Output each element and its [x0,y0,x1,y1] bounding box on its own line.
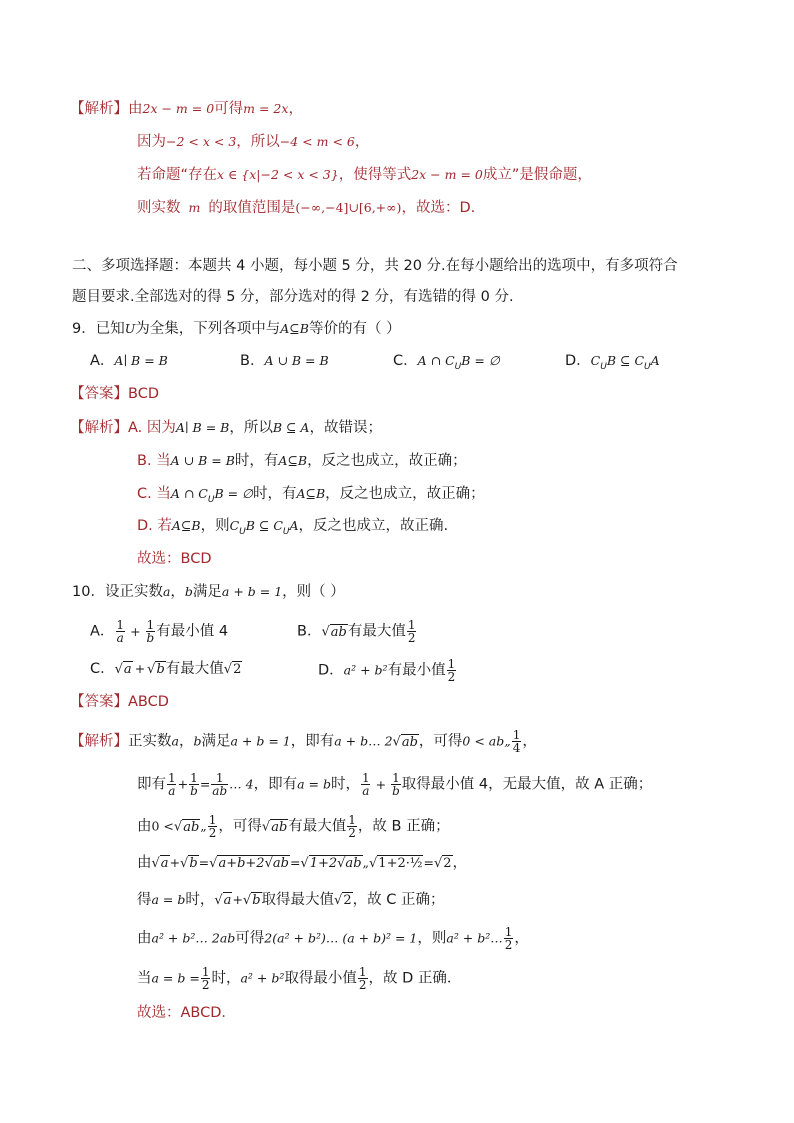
question-10-solution-line-3: 由0 <√ab„ $\frac{1}{2}$ ，可得√ab有最大值 $\frac{1}{2}$ ，故 B 正确； [137,813,450,840]
prev-solution-line-1: 【解析】由2x − m = 0可得m = 2x， [70,101,303,117]
question-10-solution-line-5: 得a = b时，√a+√b取得最大值√2，故 C 正确； [137,892,445,908]
solution-tag: 【解析】 [70,101,128,117]
section-heading-line-1: 二、多项选择题：本题共 4 小题，每小题 5 分，共 20 分.在每小题给出的选项中，有多项符合 [72,258,678,274]
question-10-solution-line-1: 【解析】正实数a，b满足a + b = 1，即有a + b… 2√ab，可得0 < ab„ $\frac{1}{4}$ ， [70,728,537,755]
question-10-option-a: A． $\frac{1}{a}$ + $\frac{1}{b}$ 有最小值 4 [90,618,229,645]
question-9-option-a: A．A∣ B = B [90,353,168,369]
question-10-option-b: B．√ab有最大值 $\frac{1}{2}$ [297,618,416,645]
question-10-stem: 10．设正实数a，b满足a + b = 1，则（ ） [72,584,345,600]
question-9-stem: 9．已知U为全集，下列各项中与A⊆B等价的有（ ） [72,321,401,337]
question-9-solution-b: B. 当A ∪ B = B时，有A⊆B，反之也成立，故正确； [137,453,467,469]
question-9-final: 故选：BCD [137,551,212,567]
prev-solution-line-2: 因为−2 < x < 3，所以−4 < m < 6， [137,134,370,150]
question-9-solution-d: D. 若A⊆B，则$C_UB$ ⊆ $C_UA$，反之也成立，故正确. [137,518,449,537]
question-9-option-d: D．$C_UB$ ⊆ $C_UA$ [565,353,660,372]
prev-solution-line-4: 则实数 m 的取值范围是(−∞,−4]∪[6,+∞)，故选：D. [137,200,476,216]
prev-solution-line-3: 若命题“存在x ∈ {x|−2 < x < 3}，使得等式2x − m = 0成立”是假命题， [137,167,592,183]
question-10-option-d: D．a² + b²有最小值 $\frac{1}{2}$ [318,657,456,684]
question-10-answer: 【答案】ABCD [70,694,169,710]
question-10-option-c: C．√a + √b有最大值√2 [90,661,242,677]
question-9-option-b: B．A ∪ B = B [240,353,329,369]
question-9-solution-a: 【解析】A. 因为A∣ B = B，所以B ⊆ A，故错误； [70,420,382,436]
question-10-final: 故选：ABCD． [137,1005,236,1021]
section-heading-line-2: 题目要求.全部选对的得 5 分，部分选对的得 2 分，有选错的得 0 分. [72,289,514,305]
question-9-solution-c: C. 当A ∩ $C_UB$ = ∅时，有A⊆B，反之也成立，故正确； [137,486,485,505]
question-10-solution-line-6: 由a² + b²… 2ab可得2(a² + b²)… (a + b)² = 1，则a² + b²… $\frac{1}{2}$ ， [137,925,529,952]
question-9-option-c: C．A ∩ $C_UB$ = ∅ [393,353,500,372]
question-9-answer: 【答案】BCD [70,386,159,402]
question-10-solution-line-7: 当a = b = $\frac{1}{2}$ 时，a² + b²取得最小值 $\frac{1}{2}$ ，故 D 正确． [137,965,462,992]
question-10-solution-line-4: 由√a+√b=√a+b+2√ab=√1+2√ab„√1+2·½=√2， [137,855,468,871]
question-10-solution-line-2: 即有 $\frac{1}{a}$ + $\frac{1}{b}$ = $\frac{1}{ab}$ … 4，即有a = b时， $\frac{1}{a}$ + $\frac{1}{b}$ 取得最小值 4，无最大值，故 A 正确； [137,771,653,798]
